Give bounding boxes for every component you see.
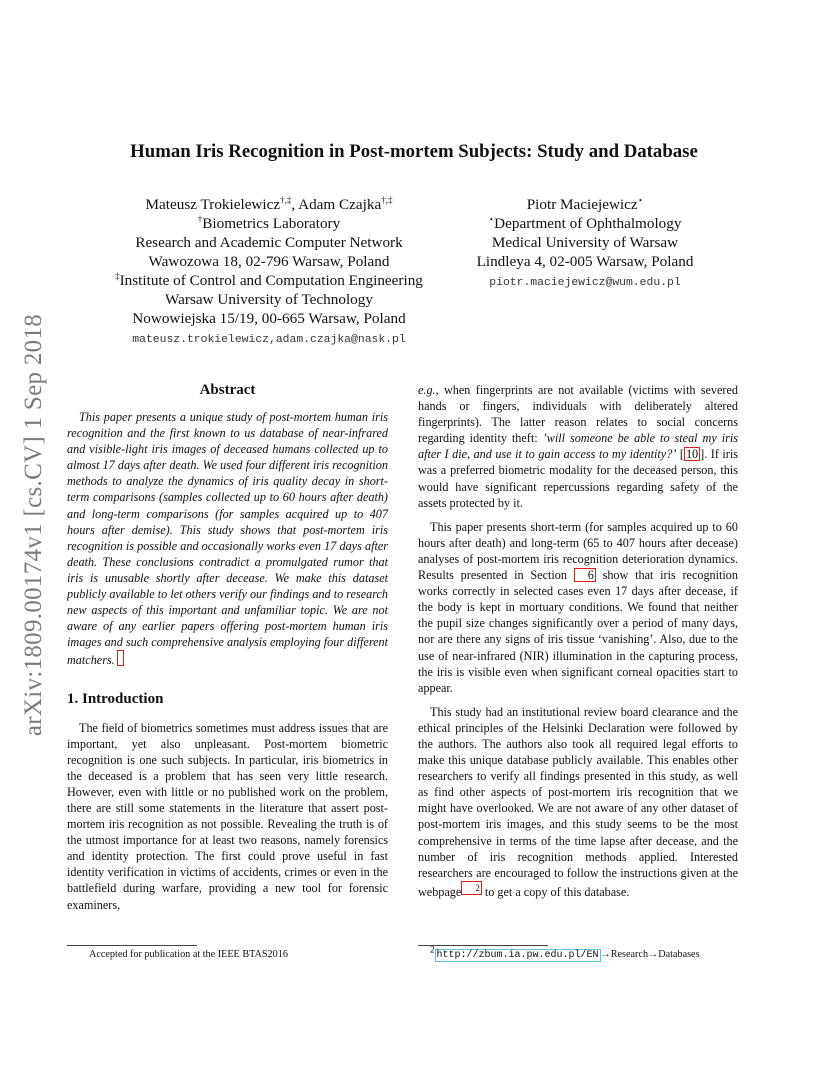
right-paragraph-2: This study had an institutional review board clearance and the ethical principles of the Helsinki Declaration were followed by the authors. The authors also took all required legal efforts to make this unique database publicly available. This enables other researchers to verify all findings presented in this study, as well as find other aspects of post-mortem iris recognition that we might have overlooked. We are not aware of any other dataset of post-mortem iris images, and this study seems to be the most comprehensive in terms of the time lapse after decease, and the number of iris recognition methods applied. Interested researchers are encouraged to follow the instructions given at the webpage $^2$ to get a copy of this database.: [418, 704, 738, 899]
author-names: Mateusz Trokielewicz†,‡, Adam Czajka†,‡: [145, 194, 393, 213]
author-email-left[interactable]: mateusz.trokielewicz,adam.czajka@nask.pl: [132, 334, 406, 346]
affiliation-1-line3: Wawozowa 18, 02-796 Warsaw, Poland: [148, 253, 390, 270]
introduction-heading: 1. Introduction: [67, 690, 164, 707]
paper-title: Human Iris Recognition in Post-mortem Subjects: Study and Database: [130, 141, 698, 162]
affiliation-3-line3: Lindleya 4, 02-005 Warsaw, Poland: [476, 253, 694, 270]
affiliation-2: ‡Institute of Control and Computation Engineering: [115, 270, 423, 289]
abstract-body: This paper presents a unique study of post-mortem human iris recognition and the first known to us database of near-infrared and visible-light iris images of deceased humans collected up to almost 17 days after death. We used four different iris recognition methods to analyze the dynamics of iris quality decay in short-term comparisons (samples collected up to 60 hours after death) and long-term comparisons (for samples acquired up to 407 hours after demise). This study shows that post-mortem iris recognition is possible and occasionally works even 17 days after death. These conclusions contradict a promulgated rumor that iris is unusable shortly after decease. We make this dataset publicly available to let others verify our findings and to research new aspects of this important and unfamiliar topic. We are not aware of any earlier papers offering post-mortem human iris images and such comprehensive analysis employing four different matchers.: [67, 410, 388, 668]
right-paragraph-1: This paper presents short-term (for samples acquired up to 60 hours after death) and long-term (65 to 407 hours after decease) analyses of post-mortem iris recognition deterioration dynamics. Results presented in Section 6 show that iris recognition works correctly in selected cases even 17 days after decease, if the body is kept in mortuary conditions. We found that neither the pupil size changes significantly over a period of many days, nor are there any signs of iris tissue ‘vanishing’. Also, due to the use of near-infrared (NIR) illumination in the capturing process, the iris is visible even when significant corneal opacities start to appear.: [418, 519, 738, 695]
database-path: →Research→Databases: [600, 949, 700, 960]
footnote-right: [418, 946, 738, 961]
database-url-link[interactable]: http://zbum.ia.pw.edu.pl/EN: [436, 950, 599, 961]
affiliation-2-line2: Warsaw University of Technology: [165, 291, 373, 308]
citation-link[interactable]: 10: [685, 447, 699, 462]
authors-block-right: [440, 195, 730, 295]
footnote-acceptance: Accepted for publication at the IEEE BTAS2016: [89, 949, 288, 960]
footnote-mark-link[interactable]: 2: [461, 881, 482, 895]
left-column: [67, 382, 388, 921]
author-email-right[interactable]: piotr.maciejewicz@wum.edu.pl: [489, 277, 681, 289]
right-paragraph-0: e.g., when fingerprints are not available (victims with severed hands or fingers, individuals with deliberately altered fingerprints). The latter reason relates to social concerns regarding identity theft: ’will someone be able to steal my iris after I die, and use it to gain access to my identity?’ [ 10 ]. If iris was a preferred biometric modality for the deceased person, this would have significant repercussions regarding safety of the assets protected by it.: [418, 383, 738, 510]
arxiv-identifier: arXiv:1809.00174v1 [cs.CV] 1 Sep 2018: [20, 313, 47, 737]
right-column: [418, 382, 738, 908]
footnote-number: 2: [430, 944, 435, 955]
author-name-right: Piotr Maciejewicz⋆: [526, 194, 644, 213]
footnote-link-marker[interactable]: [117, 650, 124, 666]
footnote-left: [67, 946, 388, 960]
affiliation-1: †Biometrics Laboratory: [197, 213, 341, 232]
section-link[interactable]: 6: [574, 568, 596, 582]
arxiv-sidebar: [6, 290, 62, 760]
affiliation-3-line2: Medical University of Warsaw: [491, 234, 679, 251]
affiliation-3: ⋆Department of Ophthalmology: [488, 213, 682, 232]
authors-block-left: [110, 195, 428, 352]
affiliation-2-line3: Nowowiejska 15/19, 00-665 Warsaw, Poland: [132, 310, 406, 327]
abstract-heading: Abstract: [199, 382, 256, 398]
affiliation-1-line2: Research and Academic Computer Network: [135, 234, 403, 251]
introduction-paragraph-1: The field of biometrics sometimes must address issues that are important, yet also unpleasant. Post-mortem biometric recognition is one such subjects. In particular, iris biometrics in the deceased is a problem that has seen very little research. However, even with little or no published work on the problem, there are still some statements in the literature that assert post-mortem iris recognition as not possible. Revealing the truth is of the utmost importance for at least two reasons, namely forensics and identity protection. The first could prove useful in fast identity verification in victims of accidents, crimes or even in the battlefield during warfare, providing a new tool for forensic examiners,: [67, 720, 388, 912]
